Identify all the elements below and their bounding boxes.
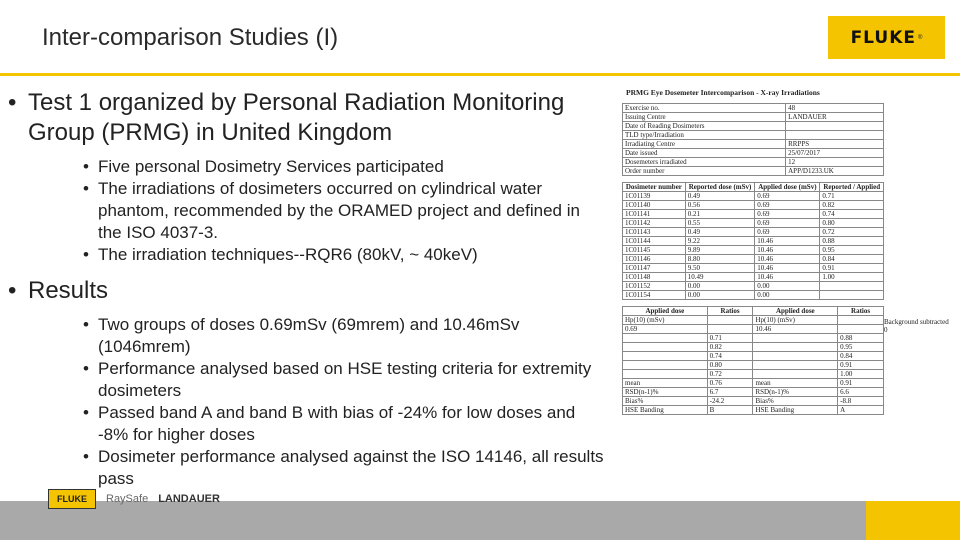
raysafe-logo: RaySafe — [106, 493, 149, 505]
column-header: Dosimeter number — [623, 183, 686, 192]
column-header: Applied dose (mSv) — [755, 183, 820, 192]
bullet-test1: • Test 1 organized by Personal Radiation Monitoring Group (PRMG) in United Kingdom — [8, 88, 608, 148]
table-cell — [786, 131, 884, 140]
table-cell: 0.80 — [707, 361, 753, 370]
table-cell: 0.95 — [838, 343, 884, 352]
table-cell: 0.84 — [820, 255, 884, 264]
table-cell: 0.49 — [685, 228, 755, 237]
table-row — [623, 291, 884, 300]
table-cell — [623, 343, 708, 352]
table-cell: 9.50 — [685, 264, 755, 273]
table-row — [623, 334, 884, 343]
table-row — [623, 167, 884, 176]
table-cell: Irradiating Centre — [623, 140, 786, 149]
table-row — [623, 264, 884, 273]
list-item — [8, 314, 608, 358]
table-cell: 48 — [786, 104, 884, 113]
bullet-dot-icon: • — [83, 157, 89, 176]
table-cell: 0.76 — [707, 379, 753, 388]
bullet-dot-icon: • — [83, 359, 89, 378]
list-item — [8, 244, 608, 266]
list-item — [8, 156, 608, 178]
dose-table — [622, 182, 884, 300]
table-cell: 0.74 — [707, 352, 753, 361]
table-cell: -24.2 — [707, 397, 753, 406]
table-cell: Hp(10) (mSv) — [753, 316, 838, 325]
column-header: Ratios — [707, 307, 753, 316]
list-item-text: The irradiation techniques--RQR6 (80kV, ~ 40keV) — [98, 245, 478, 264]
table-cell: 1C01148 — [623, 273, 686, 282]
table-row — [623, 113, 884, 122]
table-row — [623, 149, 884, 158]
list-item-text: The irradiations of dosimeters occurred on cylindrical water phantom, recommended by the ORAMED project and defined in the ISO 4037-3. — [98, 179, 580, 242]
table-row — [623, 397, 884, 406]
table-cell: 9.22 — [685, 237, 755, 246]
table-cell: 10.46 — [753, 325, 838, 334]
table-cell: 0.56 — [685, 201, 755, 210]
table-cell: 0.69 — [755, 228, 820, 237]
table-cell: HSE Banding — [753, 406, 838, 415]
table-cell: 25/07/2017 — [786, 149, 884, 158]
table-row — [623, 104, 884, 113]
table-row — [623, 192, 884, 201]
table-cell: 0.80 — [820, 219, 884, 228]
table-cell: 0.69 — [755, 219, 820, 228]
table-cell: 0.00 — [685, 282, 755, 291]
table-row — [623, 361, 884, 370]
table-cell: 0.69 — [755, 210, 820, 219]
table-cell: 0.21 — [685, 210, 755, 219]
table-cell — [838, 325, 884, 334]
bullet-dot-icon: • — [83, 403, 89, 422]
table-row — [623, 158, 884, 167]
table-cell: 0.91 — [838, 379, 884, 388]
table-cell: APP/D1233.UK — [786, 167, 884, 176]
table-row — [623, 246, 884, 255]
table-cell: mean — [753, 379, 838, 388]
table-row — [623, 219, 884, 228]
table-cell: A — [838, 406, 884, 415]
info-table — [622, 103, 884, 176]
table-cell: Bias% — [753, 397, 838, 406]
banding-table — [622, 306, 884, 415]
table-cell: 1C01139 — [623, 192, 686, 201]
table-cell: 0.71 — [820, 192, 884, 201]
table-cell: 9.89 — [685, 246, 755, 255]
bullet-test1-list — [8, 156, 608, 266]
table-cell: 0.91 — [838, 361, 884, 370]
table-cell: 0.69 — [623, 325, 708, 334]
table-row — [623, 273, 884, 282]
logo-text: FLUKE — [850, 27, 916, 48]
table-cell: 1C01146 — [623, 255, 686, 264]
column-header: Reported dose (mSv) — [685, 183, 755, 192]
table-cell: 1.00 — [838, 370, 884, 379]
table-row — [623, 122, 884, 131]
table-cell: Issuing Centre — [623, 113, 786, 122]
column-header: Ratios — [838, 307, 884, 316]
fluke-logo — [828, 16, 945, 59]
table-cell: -8.8 — [838, 397, 884, 406]
table-cell — [753, 361, 838, 370]
table-row — [623, 388, 884, 397]
column-header: Reported / Applied — [820, 183, 884, 192]
table-cell: 1C01147 — [623, 264, 686, 273]
table-cell: Order number — [623, 167, 786, 176]
table-cell — [753, 343, 838, 352]
table-cell: 1C01145 — [623, 246, 686, 255]
table-cell — [623, 361, 708, 370]
table-cell: RSD(n-1)% — [623, 388, 708, 397]
table-cell: 10.46 — [755, 255, 820, 264]
list-item-text: Passed band A and band B with bias of -24% for low doses and -8% for higher doses — [98, 403, 576, 444]
table-cell: 0.69 — [755, 192, 820, 201]
table-cell: 0.82 — [820, 201, 884, 210]
table-cell: Dosemeters irradiated — [623, 158, 786, 167]
table-cell — [753, 334, 838, 343]
table-cell: 10.46 — [755, 246, 820, 255]
table-cell — [753, 370, 838, 379]
landauer-logo: LANDAUER — [158, 493, 220, 505]
table-cell: 1.00 — [820, 273, 884, 282]
table-cell: 0.69 — [755, 201, 820, 210]
document-image — [622, 84, 884, 496]
list-item-text: Performance analysed based on HSE testing criteria for extremity dosimeters — [98, 359, 592, 400]
table-cell: 0.95 — [820, 246, 884, 255]
table-row — [623, 228, 884, 237]
bullet-dot-icon: • — [83, 245, 89, 264]
table-cell: 0.00 — [685, 291, 755, 300]
table-cell: 0.91 — [820, 264, 884, 273]
table-cell: 0.55 — [685, 219, 755, 228]
footer-accent — [866, 501, 960, 540]
list-item — [8, 446, 608, 490]
table-cell: Bias% — [623, 397, 708, 406]
list-item-text: Two groups of doses 0.69mSv (69mrem) and 10.46mSv (1046mrem) — [98, 315, 520, 356]
table-cell — [820, 282, 884, 291]
fluke-partner-logo: FLUKE — [48, 489, 96, 509]
table-cell — [623, 334, 708, 343]
table-cell: 12 — [786, 158, 884, 167]
bullet-dot-icon: • — [83, 447, 89, 466]
table-cell: 0.84 — [838, 352, 884, 361]
list-item — [8, 358, 608, 402]
table-row — [623, 255, 884, 264]
table-cell: 1C01142 — [623, 219, 686, 228]
list-item-text: Five personal Dosimetry Services participated — [98, 157, 444, 176]
table-cell — [820, 291, 884, 300]
table-row — [623, 210, 884, 219]
table-cell: HSE Banding — [623, 406, 708, 415]
table-cell: Date of Reading Dosimeters — [623, 122, 786, 131]
table-row — [623, 201, 884, 210]
table-cell: 1C01143 — [623, 228, 686, 237]
table-row — [623, 343, 884, 352]
table-cell — [623, 370, 708, 379]
table-cell: 0.88 — [838, 334, 884, 343]
column-header: Applied dose — [753, 307, 838, 316]
table-cell: 1C01141 — [623, 210, 686, 219]
table-cell: mean — [623, 379, 708, 388]
logo-mark: ® — [918, 34, 923, 41]
table-cell: 0.88 — [820, 237, 884, 246]
document-title: PRMG Eye Dosemeter Intercomparison - X-ray Irradiations — [626, 88, 820, 97]
table-cell: 8.80 — [685, 255, 755, 264]
table-cell: 0.72 — [820, 228, 884, 237]
table-row — [623, 379, 884, 388]
table-cell: 1C01154 — [623, 291, 686, 300]
table-row — [623, 406, 884, 415]
side-note-value: 0 — [884, 326, 888, 334]
table-cell — [623, 352, 708, 361]
list-item — [8, 402, 608, 446]
side-note — [884, 318, 960, 334]
table-cell: B — [707, 406, 753, 415]
table-row — [623, 282, 884, 291]
table-row — [623, 325, 884, 334]
table-cell: 1C01140 — [623, 201, 686, 210]
table-cell — [707, 325, 753, 334]
table-cell: 0.71 — [707, 334, 753, 343]
table-cell: 0.49 — [685, 192, 755, 201]
bullet-results-list — [8, 314, 608, 490]
table-cell: 0.72 — [707, 370, 753, 379]
column-header: Applied dose — [623, 307, 708, 316]
table-cell: TLD type/Irradiation — [623, 131, 786, 140]
table-cell: Hp(10) (mSv) — [623, 316, 708, 325]
table-cell: 10.46 — [755, 273, 820, 282]
table-row — [623, 131, 884, 140]
list-item-text: Dosimeter performance analysed against the ISO 14146, all results pass — [98, 447, 604, 488]
table-row — [623, 370, 884, 379]
table-row — [623, 140, 884, 149]
table-cell: LANDAUER — [786, 113, 884, 122]
table-cell: 10.46 — [755, 264, 820, 273]
list-item — [8, 178, 608, 244]
table-cell: 10.49 — [685, 273, 755, 282]
table-cell: 1C01152 — [623, 282, 686, 291]
table-cell: 6.6 — [838, 388, 884, 397]
table-cell: 0.82 — [707, 343, 753, 352]
table-row — [623, 237, 884, 246]
table-cell: Date issued — [623, 149, 786, 158]
bullet-dot-icon: • — [83, 179, 89, 198]
table-row — [623, 352, 884, 361]
table-cell — [838, 316, 884, 325]
table-cell: 0.00 — [755, 291, 820, 300]
partner-logos — [48, 486, 220, 512]
table-cell: 0.00 — [755, 282, 820, 291]
table-cell — [753, 352, 838, 361]
table-cell: 1C01144 — [623, 237, 686, 246]
table-cell: 10.46 — [755, 237, 820, 246]
bullet-dot-icon: • — [83, 315, 89, 334]
table-cell — [786, 122, 884, 131]
table-row — [623, 316, 884, 325]
side-note-text: Background subtracted — [884, 318, 949, 326]
table-cell — [707, 316, 753, 325]
page-title: Inter-comparison Studies (I) — [42, 24, 339, 51]
table-cell: 6.7 — [707, 388, 753, 397]
table-cell: RRPPS — [786, 140, 884, 149]
table-cell: Exercise no. — [623, 104, 786, 113]
table-cell: 0.74 — [820, 210, 884, 219]
header-rule — [0, 73, 960, 76]
bullet-results: • Results — [8, 276, 608, 306]
table-cell: RSD(n-1)% — [753, 388, 838, 397]
slide-content — [8, 88, 608, 500]
